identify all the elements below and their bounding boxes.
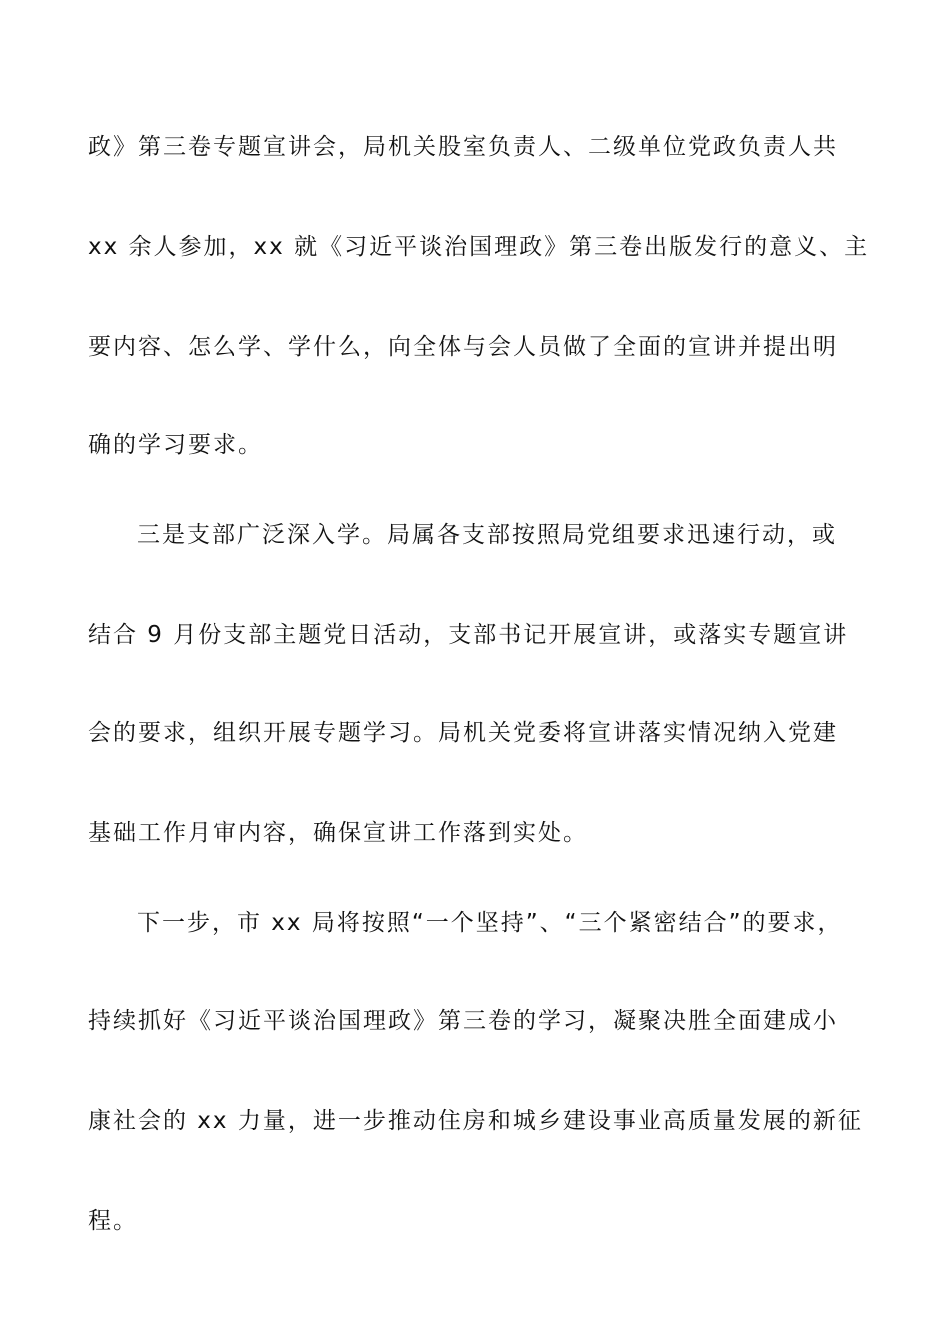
- text-line-3: 要内容、怎么学、学什么，向全体与会人员做了全面的宣讲并提出明: [88, 334, 838, 360]
- text-line-8: 基础工作月审内容，确保宣讲工作落到实处。: [88, 820, 588, 846]
- text-line-10: 持续抓好《习近平谈治国理政》第三卷的学习，凝聚决胜全面建成小: [88, 1008, 838, 1034]
- text-line-7: 会的要求，组织开展专题学习。局机关党委将宣讲落实情况纳入党建: [88, 720, 838, 746]
- text-line-4: 确的学习要求。: [88, 432, 263, 458]
- text-line-6: 结合 9 月份支部主题党日活动，支部书记开展宣讲，或落实专题宣讲: [88, 622, 849, 648]
- text-line-2: xx 余人参加，xx 就《习近平谈治国理政》第三卷出版发行的意义、主: [88, 234, 870, 260]
- paragraph-start-support: 三是支部广泛深入学。局属各支部按照局党组要求迅速行动，或: [137, 522, 837, 548]
- paragraph-start-next-step: 下一步，市 xx 局将按照“一个坚持”、“三个紧密结合”的要求，: [137, 910, 843, 936]
- text-line-12: 程。: [88, 1208, 138, 1234]
- text-line-1: 政》第三卷专题宣讲会，局机关股室负责人、二级单位党政负责人共: [88, 134, 838, 160]
- text-line-11: 康社会的 xx 力量，进一步推动住房和城乡建设事业高质量发展的新征: [88, 1108, 863, 1134]
